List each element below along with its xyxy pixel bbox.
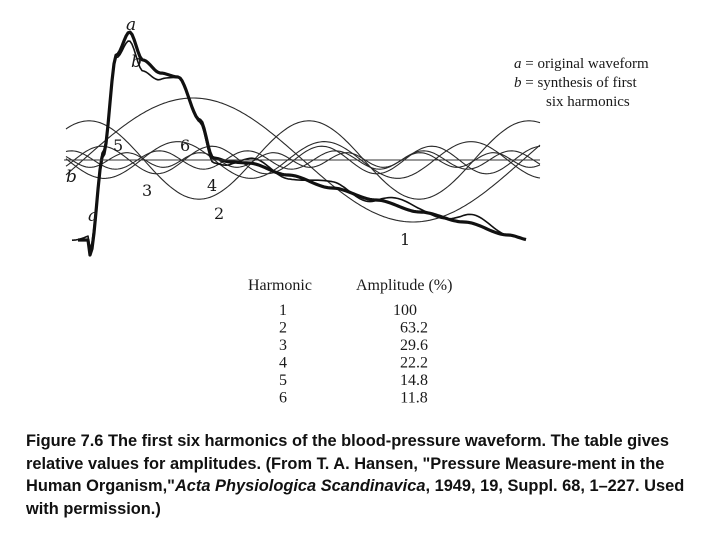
curve-label-b-top: b (131, 52, 142, 72)
table-cell-amplitude: 100 (393, 302, 417, 319)
legend-line-1 (514, 56, 649, 72)
table-header-harmonic: Harmonic (248, 277, 312, 294)
curve-label-b-left: b (66, 167, 77, 187)
legend (514, 56, 649, 110)
table-cell-harmonic: 1 (279, 302, 287, 319)
curve-label-a-top: a (126, 15, 137, 35)
table-cell-amplitude: 11.8 (400, 389, 428, 407)
legend-line-3: six harmonics (546, 94, 630, 110)
curve-label-harmonic-1: 1 (400, 230, 411, 249)
curve-label-harmonic-2: 2 (214, 204, 225, 223)
table-cell-amplitude: 14.8 (400, 372, 428, 389)
legend-line-2 (514, 75, 637, 91)
legend-text-b: = synthesis of first (521, 75, 637, 91)
curve-label-harmonic-6: 6 (180, 136, 191, 155)
legend-text-a: = original waveform (521, 56, 649, 72)
curve-label-a-left: a (88, 206, 99, 226)
caption-citation: , 1949, 19, Suppl. 68, 1–227. Used with permission.) (26, 477, 685, 518)
amplitude-table (248, 277, 452, 407)
caption-text: Figure 7.6 The first six harmonics of the blood-pressure waveform. The table gives relative values for amplitudes. (From T. A. Hansen, "Pressure Measure-ment in the Human Organism," (26, 432, 670, 495)
waveform-curve-b (72, 41, 520, 249)
table-cell-harmonic: 4 (279, 354, 287, 372)
table-cell-harmonic: 6 (279, 389, 287, 407)
table-cell-amplitude: 63.2 (400, 319, 428, 337)
curve-label-harmonic-3: 3 (142, 181, 153, 200)
figure-caption (26, 430, 698, 520)
curve-label-harmonic-5: 5 (113, 136, 124, 155)
curve-label-harmonic-4: 4 (207, 176, 218, 195)
legend-key-a: a (514, 56, 522, 72)
table-cell-amplitude: 29.6 (400, 337, 428, 354)
table-cell-amplitude: 22.2 (400, 354, 428, 372)
caption-journal: Acta Physiologica Scandinavica (174, 477, 426, 495)
table-header-amplitude: Amplitude (%) (356, 277, 453, 294)
table-cell-harmonic: 5 (279, 372, 287, 389)
table-rows (279, 302, 428, 407)
table-cell-harmonic: 3 (279, 337, 287, 354)
table-cell-harmonic: 2 (279, 319, 287, 337)
legend-key-b: b (514, 75, 522, 91)
